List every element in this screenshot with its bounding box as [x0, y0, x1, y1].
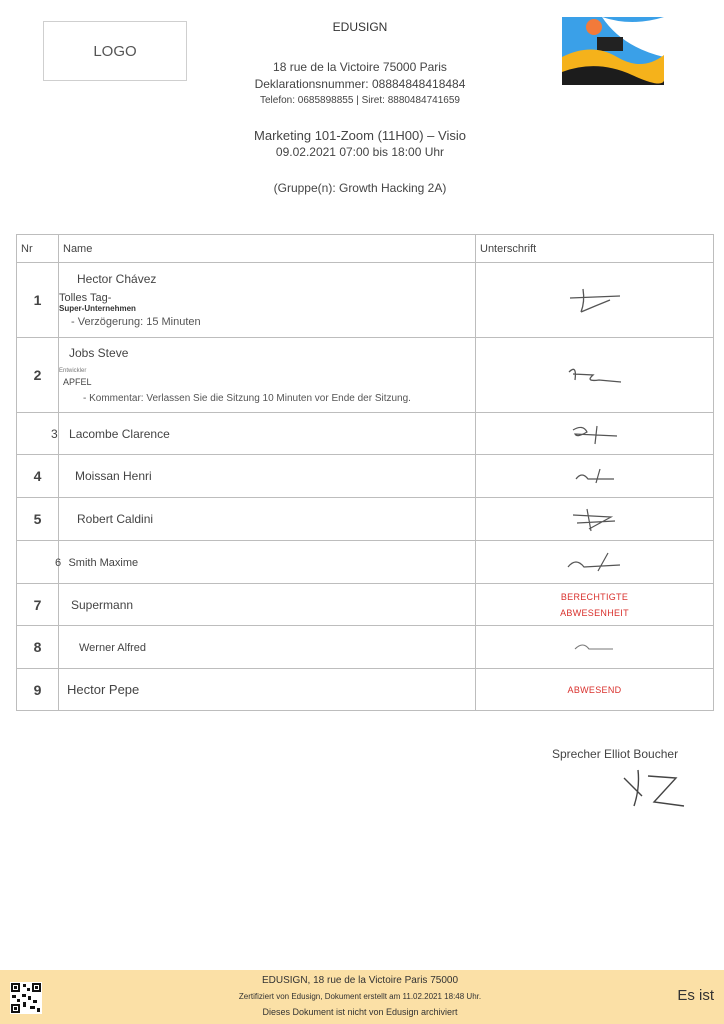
header-nr: Nr [17, 235, 59, 263]
attendee-name: Supermann [71, 597, 134, 612]
signature-cell [476, 541, 714, 584]
table-header-row [17, 235, 714, 263]
attendee-name: Werner Alfred [79, 642, 147, 654]
table-row [17, 498, 714, 541]
name-cell [59, 584, 476, 626]
attendee-company-line: Tolles Tag- [59, 292, 112, 304]
row-number: 2 [17, 338, 59, 413]
row-number: 4 [17, 455, 59, 498]
signature-cell [476, 498, 714, 541]
row-number-empty [17, 541, 62, 584]
name-cell [59, 498, 476, 541]
table-row [17, 541, 714, 584]
name-cell [51, 413, 476, 455]
row-number: 7 [17, 584, 59, 626]
footer-corner-text: Es ist [677, 987, 714, 1004]
signature-cell [476, 626, 714, 669]
signature-cell [476, 338, 714, 413]
attendee-comment: - Verzögerung: 15 Minuten [71, 316, 201, 328]
name-cell [59, 626, 476, 669]
company-name: EDUSIGN [332, 20, 388, 34]
row-number: 5 [17, 498, 59, 541]
header-signature: Unterschrift [476, 235, 714, 263]
table-row [17, 413, 714, 455]
speaker-signature [618, 766, 688, 810]
table-row [17, 455, 714, 498]
course-group: (Gruppe(n): Growth Hacking 2A) [273, 181, 447, 195]
name-cell [59, 338, 476, 413]
attendance-table [16, 234, 714, 711]
signature-mark [563, 360, 627, 390]
name-cell [59, 669, 476, 711]
attendee-name: Jobs Steve [69, 346, 129, 360]
table-row [17, 669, 714, 711]
attendee-comment: - Kommentar: Verlassen Sie die Sitzung 10 Minuten vor Ende der Sitzung. [83, 393, 411, 404]
signature-cell [476, 455, 714, 498]
declaration-number: Deklarationsnummer: 08884848418484 [254, 77, 466, 91]
logo-text: LOGO [93, 42, 137, 60]
qr-code-icon [10, 982, 42, 1014]
attendee-name: Moissan Henri [75, 469, 152, 483]
row-number: 3 [51, 426, 58, 441]
speaker-label: Sprecher Elliot Boucher [552, 747, 679, 761]
attendee-name: Lacombe Clarence [69, 426, 170, 441]
footer-address: EDUSIGN, 18 rue de la Victoire Paris 75000 [261, 975, 459, 986]
name-cell [59, 455, 476, 498]
attendee-name: Smith Maxime [68, 557, 139, 569]
signature-mark [565, 284, 625, 316]
signature-cell [476, 263, 714, 338]
attendee-company: APFEL [63, 377, 92, 387]
table-row [17, 584, 714, 626]
company-address: 18 rue de la Victoire 75000 Paris [273, 60, 447, 74]
signature-cell [476, 584, 714, 626]
course-title: Marketing 101-Zoom (11H00) – Visio [254, 128, 466, 143]
status-label: ABWESENHEIT [560, 607, 629, 618]
name-cell [59, 263, 476, 338]
signature-cell [476, 669, 714, 711]
signature-mark [564, 549, 626, 575]
phone-siret: Telefon: 0685898855 | Siret: 8880484741659 [260, 95, 460, 106]
signature-cell [476, 413, 714, 455]
status-label: BERECHTIGTE [560, 591, 629, 602]
attendee-name: Robert Caldini [77, 512, 154, 526]
header-name: Name [59, 235, 476, 263]
illustration-image [562, 17, 664, 85]
row-number: 6 [55, 557, 62, 569]
signature-mark [571, 637, 619, 657]
attendee-name: Hector Pepe [67, 682, 140, 697]
signature-mark [570, 465, 620, 487]
attendee-company: Super-Unternehmen [59, 304, 136, 313]
footer-archive-note: Dieses Dokument ist nicht von Edusign archiviert [262, 1007, 458, 1017]
signature-mark [567, 422, 623, 446]
row-number: 1 [17, 263, 59, 338]
status-label: ABWESEND [567, 684, 622, 695]
row-number: 9 [17, 669, 59, 711]
row-number: 8 [17, 626, 59, 669]
table-row [17, 338, 714, 413]
attendee-name: Hector Chávez [77, 272, 157, 286]
name-cell [55, 541, 476, 584]
attendee-role: Entwickler [59, 368, 87, 374]
logo-placeholder [43, 21, 187, 81]
table-row [17, 626, 714, 669]
table-row [17, 263, 714, 338]
signature-mark [569, 505, 621, 533]
footer-bar [0, 970, 724, 1024]
course-date: 09.02.2021 07:00 bis 18:00 Uhr [275, 145, 445, 159]
footer-certified: Zertifiziert von Edusign, Dokument erstellt am 11.02.2021 18:48 Uhr. [238, 992, 482, 1001]
